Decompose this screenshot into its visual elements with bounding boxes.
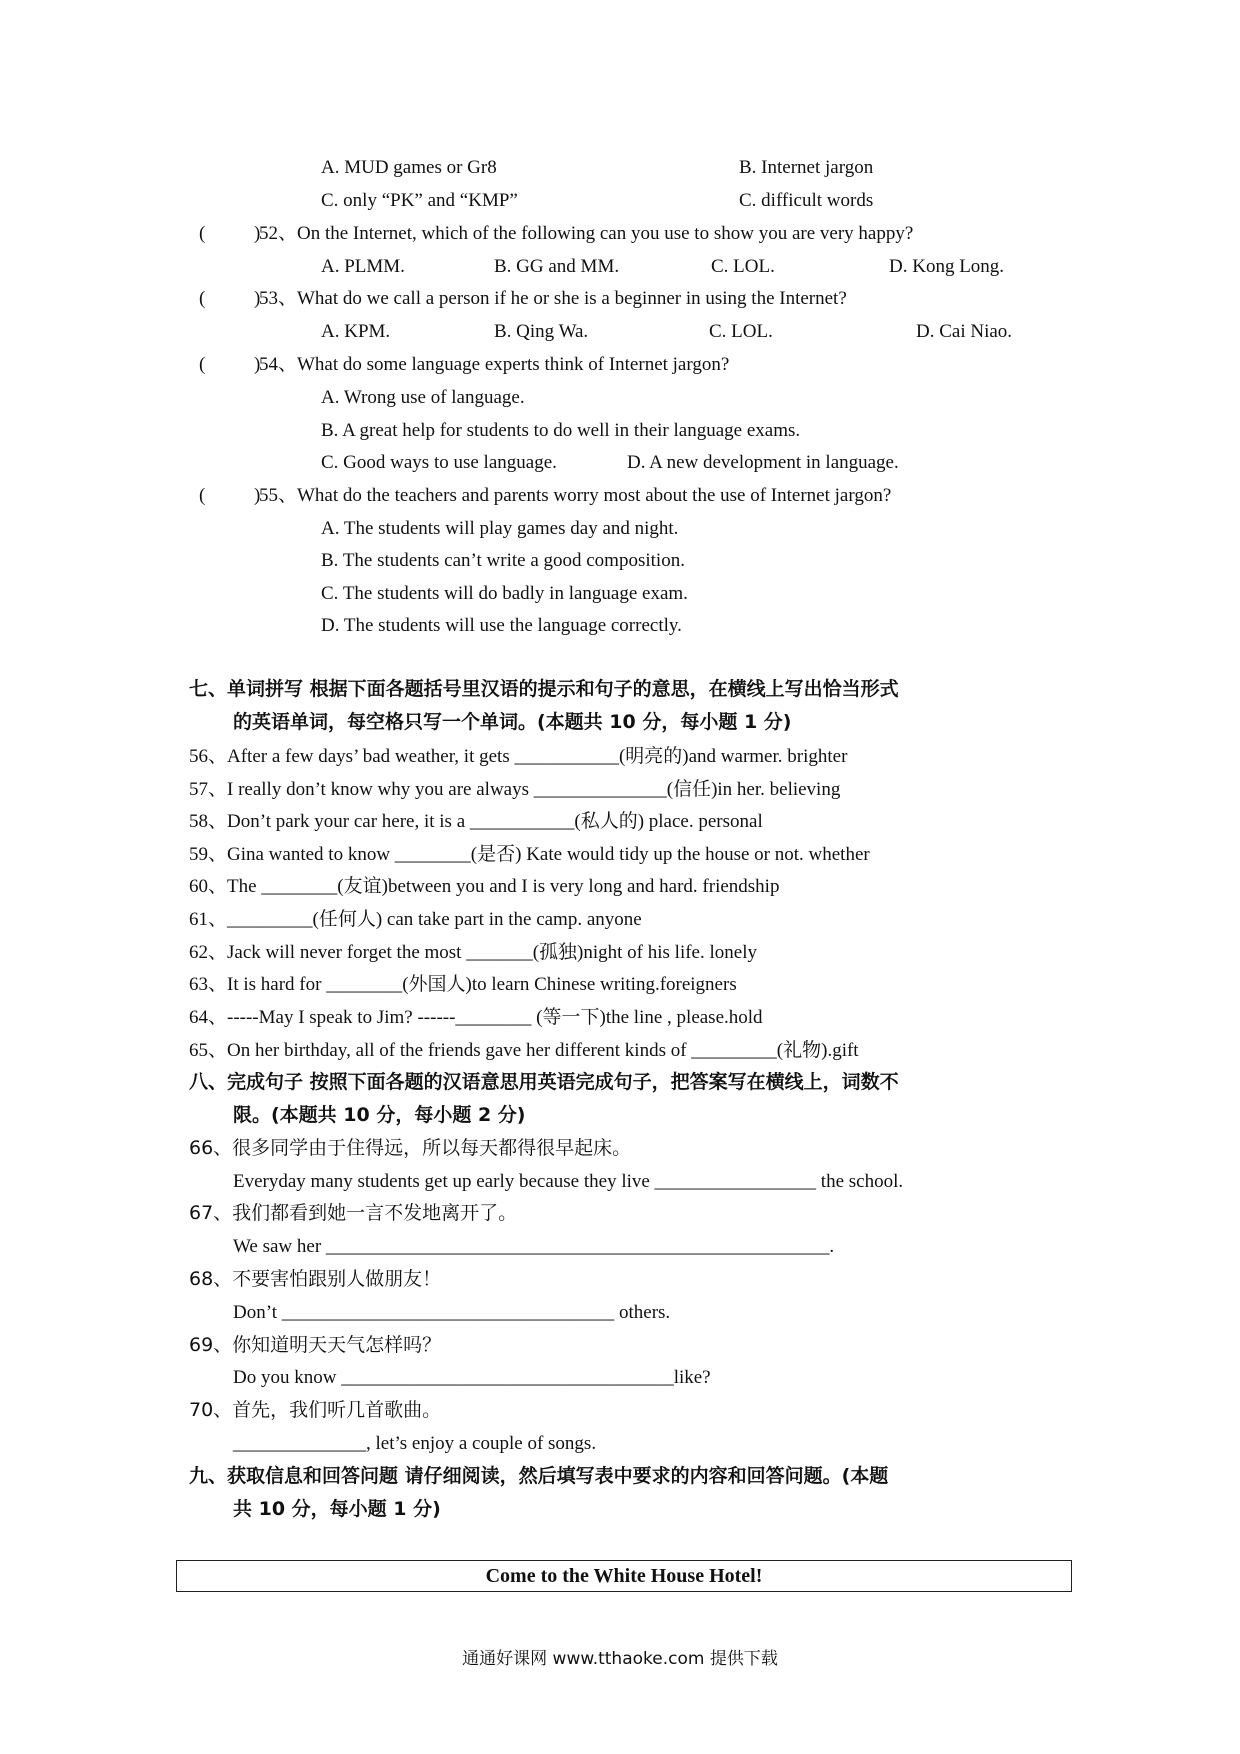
vocab-item-56: 56、After a few days’ bad weather, it gets ___________(明亮的)and warmer. brighter: [189, 746, 848, 767]
section7-heading-line2: 的英语单词，每空格只写一个单词。(本题共 10 分，每小题 1 分): [233, 711, 792, 733]
vocab-item-65: 65、On her birthday, all of the friends gave her different kinds of _________(礼物).gift: [189, 1040, 859, 1061]
q54-option-d: D. A new development in language.: [627, 452, 899, 473]
sentence-69-chinese: 69、你知道明天天气怎样吗？: [189, 1334, 442, 1356]
section8-heading-line1: 八、完成句子 按照下面各题的汉语意思用英语完成句子，把答案写在横线上，词数不: [189, 1071, 899, 1093]
sentence-67-chinese: 67、我们都看到她一言不发地离开了。: [189, 1202, 518, 1224]
vocab-item-57: 57、I really don’t know why you are always ______________(信任)in her. believing: [189, 779, 841, 800]
q51-option-c: C. only “PK” and “KMP”: [321, 190, 518, 211]
vocab-item-62: 62、Jack will never forget the most _______(孤独)night of his life. lonely: [189, 942, 757, 963]
q55-option-d: D. The students will use the language correctly.: [321, 615, 682, 636]
q52-answer-paren-open: (: [199, 223, 206, 244]
page-footer: 通通好课网 www.tthaoke.com 提供下载: [462, 1649, 778, 1669]
q54-option-c: C. Good ways to use language.: [321, 452, 557, 473]
q53-stem: 53、What do we call a person if he or she is a beginner in using the Internet?: [259, 288, 847, 309]
q52-answer-paren-close: ): [254, 223, 261, 244]
sentence-66-english: Everyday many students get up early because they live _________________ the school.: [233, 1171, 904, 1192]
q54-stem: 54、What do some language experts think of Internet jargon?: [259, 354, 730, 375]
sentence-70-chinese: 70、首先，我们听几首歌曲。: [189, 1399, 442, 1421]
sentence-70-english: ______________, let’s enjoy a couple of songs.: [233, 1433, 597, 1454]
vocab-item-63: 63、It is hard for ________(外国人)to learn Chinese writing.foreigners: [189, 974, 737, 995]
q55-answer-paren-close: ): [254, 485, 261, 506]
q52-option-d: D. Kong Long.: [889, 256, 1005, 277]
q53-option-b: B. Qing Wa.: [494, 321, 589, 342]
q51-option-b: B. Internet jargon: [739, 157, 874, 178]
q51-option-d: C. difficult words: [739, 190, 874, 211]
q53-option-a: A. KPM.: [321, 321, 391, 342]
sentence-68-english: Don’t ___________________________________ others.: [233, 1302, 671, 1323]
q53-answer-paren-open: (: [199, 288, 206, 309]
q54-answer-paren-close: ): [254, 354, 261, 375]
sentence-68-chinese: 68、不要害怕跟别人做朋友！: [189, 1268, 442, 1290]
hotel-ad-title-box: [176, 1560, 1072, 1592]
q52-option-b: B. GG and MM.: [494, 256, 620, 277]
q54-answer-paren-open: (: [199, 354, 206, 375]
section8-heading-line2: 限。(本题共 10 分，每小题 2 分): [233, 1104, 526, 1126]
q55-option-b: B. The students can’t write a good composition.: [321, 550, 685, 571]
q52-option-c: C. LOL.: [711, 256, 775, 277]
vocab-item-60: 60、The ________(友谊)between you and I is very long and hard. friendship: [189, 876, 780, 897]
vocab-item-61: 61、_________(任何人) can take part in the camp. anyone: [189, 909, 642, 930]
q52-option-a: A. PLMM.: [321, 256, 405, 277]
q53-option-d: D. Cai Niao.: [916, 321, 1013, 342]
section9-heading-line1: 九、获取信息和回答问题 请仔细阅读，然后填写表中要求的内容和回答问题。(本题: [189, 1465, 889, 1487]
q55-option-c: C. The students will do badly in language exam.: [321, 583, 688, 604]
q51-option-a: A. MUD games or Gr8: [321, 157, 497, 178]
q54-option-a: A. Wrong use of language.: [321, 387, 525, 408]
hotel-ad-title: Come to the White House Hotel!: [485, 1564, 763, 1587]
q53-answer-paren-close: ): [254, 288, 261, 309]
sentence-67-english: We saw her _____________________________________________________.: [233, 1236, 835, 1257]
vocab-item-58: 58、Don’t park your car here, it is a ___________(私人的) place. personal: [189, 811, 763, 832]
q53-option-c: C. LOL.: [709, 321, 773, 342]
vocab-item-59: 59、Gina wanted to know ________(是否) Kate would tidy up the house or not. whether: [189, 844, 870, 865]
vocab-item-64: 64、-----May I speak to Jim? ------________ (等一下)the line , please.hold: [189, 1007, 763, 1028]
sentence-69-english: Do you know ___________________________________like?: [233, 1367, 711, 1388]
q55-option-a: A. The students will play games day and night.: [321, 518, 679, 539]
section7-heading-line1: 七、单词拼写 根据下面各题括号里汉语的提示和句子的意思，在横线上写出恰当形式: [189, 678, 899, 700]
q55-answer-paren-open: (: [199, 485, 206, 506]
q55-stem: 55、What do the teachers and parents worry most about the use of Internet jargon?: [259, 485, 892, 506]
q52-stem: 52、On the Internet, which of the following can you use to show you are very happy?: [259, 223, 914, 244]
q54-option-b: B. A great help for students to do well in their language exams.: [321, 420, 801, 441]
section9-heading-line2: 共 10 分，每小题 1 分): [233, 1498, 441, 1520]
sentence-66-chinese: 66、很多同学由于住得远，所以每天都得很早起床。: [189, 1137, 632, 1159]
